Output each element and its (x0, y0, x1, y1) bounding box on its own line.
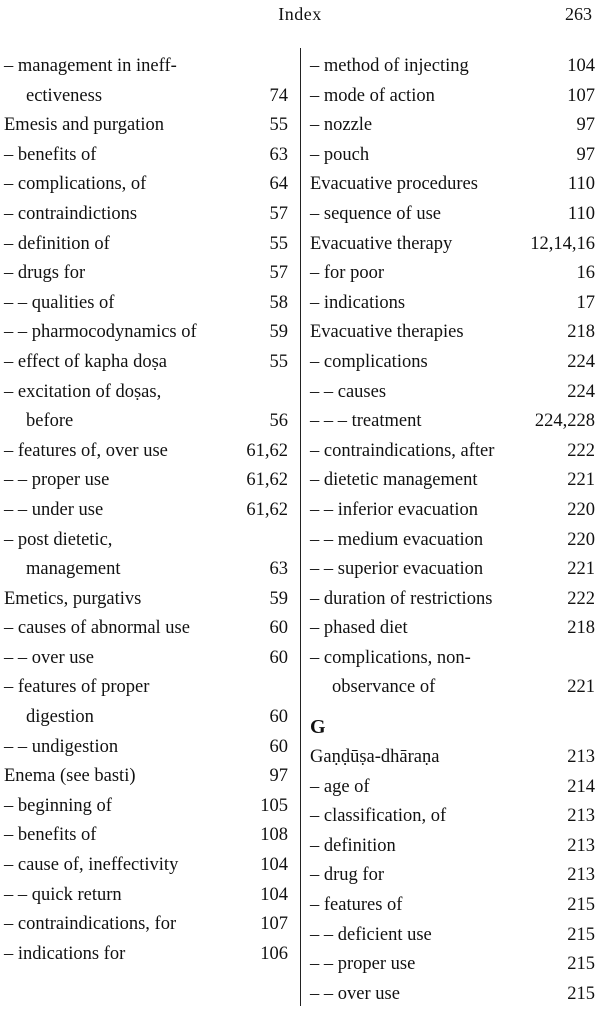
index-entry (310, 891, 595, 921)
index-entry (4, 496, 288, 526)
index-page-refs: 58 (269, 292, 288, 313)
index-page-refs: 220 (567, 499, 595, 520)
index-entry (4, 52, 288, 82)
index-entry (4, 200, 288, 230)
index-page-refs: 215 (567, 954, 595, 975)
index-page-refs: 16 (576, 263, 595, 284)
index-term: – – proper use (310, 954, 416, 975)
index-page-refs: 64 (269, 174, 288, 195)
index-page-refs: 59 (269, 322, 288, 343)
index-page-refs: 224 (567, 351, 595, 372)
index-entry (4, 170, 288, 200)
index-page-refs: 104 (260, 855, 288, 876)
index-term: Evacuative therapies (310, 322, 464, 343)
index-page-refs: 17 (576, 292, 595, 313)
index-entry (310, 773, 595, 803)
index-column-left (4, 52, 288, 969)
index-page-refs: 221 (567, 559, 595, 580)
index-page-refs: 215 (567, 983, 595, 1004)
index-term: – effect of kapha doṣa (4, 351, 168, 372)
index-entry (4, 762, 288, 792)
index-entry (310, 526, 595, 556)
index-term: – for poor (310, 263, 384, 284)
index-page-refs: 55 (269, 233, 288, 254)
index-entry (4, 703, 288, 733)
index-entry (310, 200, 595, 230)
index-term: – – quick return (4, 884, 122, 905)
index-entry (310, 743, 595, 773)
index-term: – excitation of doṣas, (4, 381, 162, 402)
index-entry (310, 466, 595, 496)
index-entry (310, 921, 595, 951)
index-page-refs: 74 (269, 85, 288, 106)
index-term: – indications (310, 292, 406, 313)
index-term: – contraindictions (4, 203, 138, 224)
index-term: – – over use (4, 647, 94, 668)
index-page-refs: 106 (260, 943, 288, 964)
index-entry (310, 82, 595, 112)
index-term: – sequence of use (310, 203, 441, 224)
index-term: Emetics, purgativs (4, 588, 142, 609)
index-entry (4, 585, 288, 615)
index-term: – – medium evacuation (310, 529, 484, 550)
index-page-refs: 108 (260, 825, 288, 846)
index-entry (310, 802, 595, 832)
index-entry (4, 348, 288, 378)
index-page-refs: 60 (269, 647, 288, 668)
index-entry (4, 82, 288, 112)
index-page-refs: 60 (269, 736, 288, 757)
index-page-refs: 224,228 (534, 411, 595, 432)
index-term: Enema (see basti) (4, 766, 136, 787)
index-entry (310, 348, 595, 378)
index-term: – benefits of (4, 825, 97, 846)
index-term: – – – treatment (310, 411, 422, 432)
index-term: – drugs for (4, 263, 86, 284)
index-entry (310, 378, 595, 408)
index-entry (4, 555, 288, 585)
index-entry (4, 910, 288, 940)
index-entry (4, 407, 288, 437)
index-term: – contraindications, for (4, 914, 177, 935)
index-page-refs: 104 (260, 884, 288, 905)
index-term: – – superior evacuation (310, 559, 484, 580)
index-column-right (310, 52, 595, 1009)
index-page-refs: 61,62 (246, 440, 288, 461)
index-page-refs: 221 (567, 677, 595, 698)
index-entry (310, 259, 595, 289)
index-term: – mode of action (310, 85, 435, 106)
index-entry (4, 940, 288, 970)
index-page-refs: 55 (269, 115, 288, 136)
index-page-refs: 97 (576, 115, 595, 136)
running-title: Index (278, 4, 322, 24)
index-term: – classification, of (310, 806, 447, 827)
index-term: – age of (310, 776, 370, 797)
index-page-refs: 63 (269, 144, 288, 165)
index-page-refs: 213 (567, 747, 595, 768)
index-term: – – causes (310, 381, 387, 402)
index-page-refs: 60 (269, 707, 288, 728)
index-term: – – deficient use (310, 924, 432, 945)
page-header (0, 0, 600, 40)
index-entry (4, 259, 288, 289)
index-entry (310, 614, 595, 644)
index-entry (4, 378, 288, 408)
index-term: digestion (26, 707, 94, 728)
index-page-refs: 215 (567, 924, 595, 945)
index-entry (4, 466, 288, 496)
index-page-refs: 56 (269, 411, 288, 432)
index-entry (4, 289, 288, 319)
index-term: – beginning of (4, 795, 112, 816)
index-term: – post dietetic, (4, 529, 113, 550)
index-entry (310, 585, 595, 615)
index-term: – complications (310, 351, 428, 372)
index-entry (4, 851, 288, 881)
index-entry (4, 673, 288, 703)
index-page-refs: 218 (567, 618, 595, 639)
index-page-refs: 57 (269, 203, 288, 224)
index-entry (310, 496, 595, 526)
index-term: – pouch (310, 144, 370, 165)
index-page-refs: 221 (567, 470, 595, 491)
index-page-refs: 107 (567, 85, 595, 106)
index-page-refs: 213 (567, 865, 595, 886)
index-page-refs: 214 (567, 776, 595, 797)
index-entry (4, 614, 288, 644)
index-page-refs: 61,62 (246, 499, 288, 520)
index-page-refs: 59 (269, 588, 288, 609)
index-entry (4, 881, 288, 911)
index-term: – drug for (310, 865, 384, 886)
index-term: – – pharmocodynamics of (4, 322, 197, 343)
index-page-refs: 105 (260, 795, 288, 816)
index-term: – duration of restrictions (310, 588, 493, 609)
column-divider (300, 48, 301, 1006)
index-term: – – qualities of (4, 292, 115, 313)
index-entry (4, 821, 288, 851)
index-page-refs: 213 (567, 806, 595, 827)
index-term: Evacuative therapy (310, 233, 453, 254)
index-term: – – inferior evacuation (310, 499, 478, 520)
index-entry (310, 289, 595, 319)
index-term: management (26, 559, 121, 580)
index-entry (310, 980, 595, 1010)
index-term: before (26, 411, 74, 432)
index-entry (310, 170, 595, 200)
index-entry (4, 318, 288, 348)
index-entry (310, 644, 595, 674)
index-page-refs: 220 (567, 529, 595, 550)
index-term: Evacuative procedures (310, 174, 478, 195)
index-term: – complications, non- (310, 647, 471, 668)
index-page-refs: 110 (567, 174, 595, 195)
index-term: G (310, 716, 326, 739)
index-entry (4, 644, 288, 674)
index-section-letter (310, 703, 595, 743)
index-page-refs: 215 (567, 895, 595, 916)
index-term: Gaṇḍūṣa-dhāraṇa (310, 747, 440, 768)
index-term: – cause of, ineffectivity (4, 855, 179, 876)
index-page-refs: 55 (269, 351, 288, 372)
index-term: – phased diet (310, 618, 408, 639)
index-page-refs: 63 (269, 559, 288, 580)
index-term: – method of injecting (310, 56, 469, 76)
index-term: ectiveness (26, 85, 103, 106)
index-term: – definition of (4, 233, 110, 254)
index-term: – contraindications, after (310, 440, 495, 461)
index-page-refs: 104 (567, 56, 595, 76)
index-term: – – under use (4, 499, 104, 520)
index-term: – features of proper (4, 677, 150, 698)
index-term: – features of, over use (4, 440, 168, 461)
index-page-refs: 218 (567, 322, 595, 343)
index-entry (310, 437, 595, 467)
index-entry (310, 230, 595, 260)
index-page-refs: 12,14,16 (530, 233, 595, 254)
index-entry (310, 52, 595, 82)
index-page-refs: 107 (260, 914, 288, 935)
index-page-refs: 224 (567, 381, 595, 402)
index-term: – indications for (4, 943, 126, 964)
index-entry (4, 792, 288, 822)
index-entry (310, 318, 595, 348)
index-page-refs: 97 (576, 144, 595, 165)
index-page-refs: 57 (269, 263, 288, 284)
index-term: Emesis and purgation (4, 115, 164, 136)
index-term: – causes of abnormal use (4, 618, 190, 639)
index-term: – dietetic management (310, 470, 478, 491)
index-entry (4, 733, 288, 763)
index-entry (4, 230, 288, 260)
index-page-refs: 60 (269, 618, 288, 639)
index-term: – – undigestion (4, 736, 119, 757)
index-term: – benefits of (4, 144, 97, 165)
index-page-refs: 213 (567, 835, 595, 856)
index-entry (310, 555, 595, 585)
index-entry (310, 832, 595, 862)
index-page-refs: 222 (567, 588, 595, 609)
index-term: observance of (332, 677, 436, 698)
index-entry (310, 861, 595, 891)
index-entry (4, 111, 288, 141)
index-entry (310, 141, 595, 171)
index-entry (310, 950, 595, 980)
index-entry (4, 437, 288, 467)
index-page-refs: 61,62 (246, 470, 288, 491)
index-page-refs: 222 (567, 440, 595, 461)
index-entry (310, 111, 595, 141)
index-entry (4, 141, 288, 171)
index-term: – features of (310, 895, 403, 916)
index-entry (310, 673, 595, 703)
index-term: – nozzle (310, 115, 373, 136)
index-page-refs: 97 (269, 766, 288, 787)
index-term: – complications, of (4, 174, 147, 195)
index-entry (4, 526, 288, 556)
page-number: 263 (565, 4, 592, 24)
index-term: – definition (310, 835, 396, 856)
index-term: – – over use (310, 983, 400, 1004)
index-term: – – proper use (4, 470, 110, 491)
index-page-refs: 110 (567, 203, 595, 224)
index-entry (310, 407, 595, 437)
index-term: – management in ineff- (4, 56, 177, 76)
